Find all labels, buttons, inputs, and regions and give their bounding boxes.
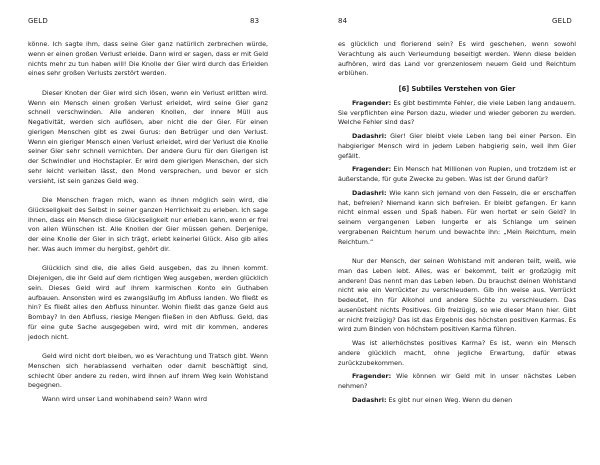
right-page [300,0,600,465]
paragraph: Geld wird nicht dort bleiben, wo es Verachtung und Tratsch gibt. Wenn Menschen sich herablassend verhalten oder damit beschäftigt sind, schlecht über andere zu reden, wird ihnen auf ihrem Weg kein Wohlstand begegnen. [28,353,268,390]
dialogue-text: Es gibt nur einen Weg. Wenn du denen [388,396,513,404]
paragraph: Wann wird unser Land wohlhabend sein? Wann wird [42,396,208,403]
paragraph: Dieser Knoten der Gier wird sich lösen, wenn ein Verlust erlitten wird. Wenn ein Mensch einen großen Verlust erleidet, wird seine Gier ganz schnell verschwinden. Alle anderen Knollen, der innere Müll aus Negativität, werden sich auflösen, aber nicht die der Gier. Für einen gierigen Menschen gibt es zwei Gurus: den Betrüger und den Verlust. Wenn ein gieriger Mensch einen Verlust erleidet, wird der Verlust die Knolle seiner Gier sehr schnell vernichten. Der andere Guru für den Gierigen ist der Schwindler und Hochstapler. Er wird dem gierigen Menschen, der sich sehr leicht verleiten lässt, den Mond versprechen, und bevor er sich versieht, ist sein ganzes Geld weg. [28,89,268,185]
page-number: 84 [338,17,348,25]
dialogue-text: Gier! Gier bleibt viele Leben lang bei einer Person. Ein habgieriger Mensch wird in jedem Leben habgierig sein, weil ihm Gier gefällt. [338,133,576,160]
dialogue-paragraph [338,132,576,161]
speaker-label: Fragender: [352,373,392,381]
paragraph: Glücklich sind die, die alles Geld ausgeben, das zu ihnen kommt. Diejenigen, die ihr Geld auf dem richtigen Weg ausgeben, werden glücklich sein. Dieses Geld wird auf ihrem karmischen Konto ein Guthaben aufbauen. Ansonsten wird es zwangsläufig im Abfluss landen. Wo fließt es hin? Es fließt alles den Abfluss hinunter. Wohin fließt das ganze Geld aus Bombay? In den Abfluss, riesige Mengen fließen in den Abfluss. Geld, das für eine gute Sache ausgegeben wird, wird mit dir kommen, anderes jedoch nicht. [28,265,268,341]
paragraph: Was ist allerhöchstes positives Karma? Es ist, wenn ein Mensch andere glücklich macht, ohne jegliche Erwartung, dafür etwas zurückzubekommen. [338,340,576,367]
speaker-label: Dadashri: [352,396,387,404]
body-text [28,40,268,405]
speaker-label: Fragender: [352,166,392,174]
running-title: GELD [28,17,48,25]
dialogue-text: Wie kann sich jemand von den Fesseln, die er erschaffen hat, befreien? Niemand kann sich befreien. Er bleibt gefangen. Er kann nicht einmal essen und Spaß haben. Für wen hortet er sein Geld? In seinem vergangenen Leben lungerte er als Schlange um seinen vergrabenen Reichtum herum und bewachte ihn: „Mein Reichtum, mein Reichtum.“ [338,189,576,246]
speaker-label: Fragender: [352,99,392,107]
dialogue-text: Wie können wir Geld mit in unser nächstes Leben nehmen? [338,373,576,390]
paragraph: Die Menschen fragen mich, wann es ihnen möglich sein wird, die Glückseligkeit des Selbst in seiner ganzen Herrlichkeit zu erleben. Ich sage ihnen, dass ein Mensch diese Glückseligkeit nur erleben kann, wenn er frei von allen Wünschen ist. Alle Knollen der Gier müssen gehen. Derjenige, der eine Knolle der Gier in sich trägt, erlebt keinerlei Glück. Also gib alles her. Was auch immer du hergibst, gehört dir. [28,197,268,253]
dialogue-text: Ein Mensch hat Millionen von Rupien, und trotzdem ist er äußerstande, für gute Zwecke zu geben. Was ist der Grund dafür? [338,166,576,183]
body-text [338,40,576,406]
dialogue-paragraph [338,189,576,248]
section-heading: [6] Subtiles Verstehen von Gier [398,85,516,93]
dialogue-paragraph [338,99,576,128]
page-number: 83 [250,17,260,25]
paragraph: könne. Ich sagte ihm, dass seine Gier ganz natürlich zerbrechen würde, wenn er einen großen Verlust erleide. Dann wird er sagen, dass er mit Geld nichts mehr zu tun haben will! Die Knolle der Gier wird durch das Erleiden eines sehr großen Verlusts zerstört werden. [28,41,268,78]
dialogue-paragraph [338,165,576,185]
paragraph: es glücklich und florierend sein? Es wird geschehen, wenn sowohl Verachtung als auch Verleumdung beseitigt werden. Wenn diese beiden aufhören, wird das Land vor grenzenlosem neuem Geld und Reichtum erblühen. [338,41,576,78]
paragraph: Nur der Mensch, der seinen Wohlstand mit anderen teilt, weiß, wie man das Leben lebt. Alles, was er bekommt, teilt er großzügig mit anderen! Das nennt man das Leben leben. Du brauchst deinen Wohlstand nicht wie ein Verrückter zu verschleudern. Gib ihn weise aus. Verrückt bedeutet, ihn für Alkohol und andere Süchte zu verschleudern. Das ausenüsteht nichts Positives. Gib freizügig, so wie dieser Mann hier. Gibt er nicht freizügig? Das ist das Ergebnis des höchsten positiven Karmas. Es wird zum Binden von höchstem positiven Karma führen. [338,258,576,334]
speaker-label: Dadashri: [352,133,387,140]
dialogue-paragraph [338,372,576,392]
speaker-label: Dadashri: [352,189,387,197]
dialogue-text: Es gibt bestimmte Fehler, die viele Leben lang andauern. Sie verpflichten eine Person dazu, wieder und wieder geboren zu werden. Welche Fehler sind das? [338,99,576,127]
dialogue-paragraph [338,396,576,406]
running-title: GELD [552,17,572,25]
